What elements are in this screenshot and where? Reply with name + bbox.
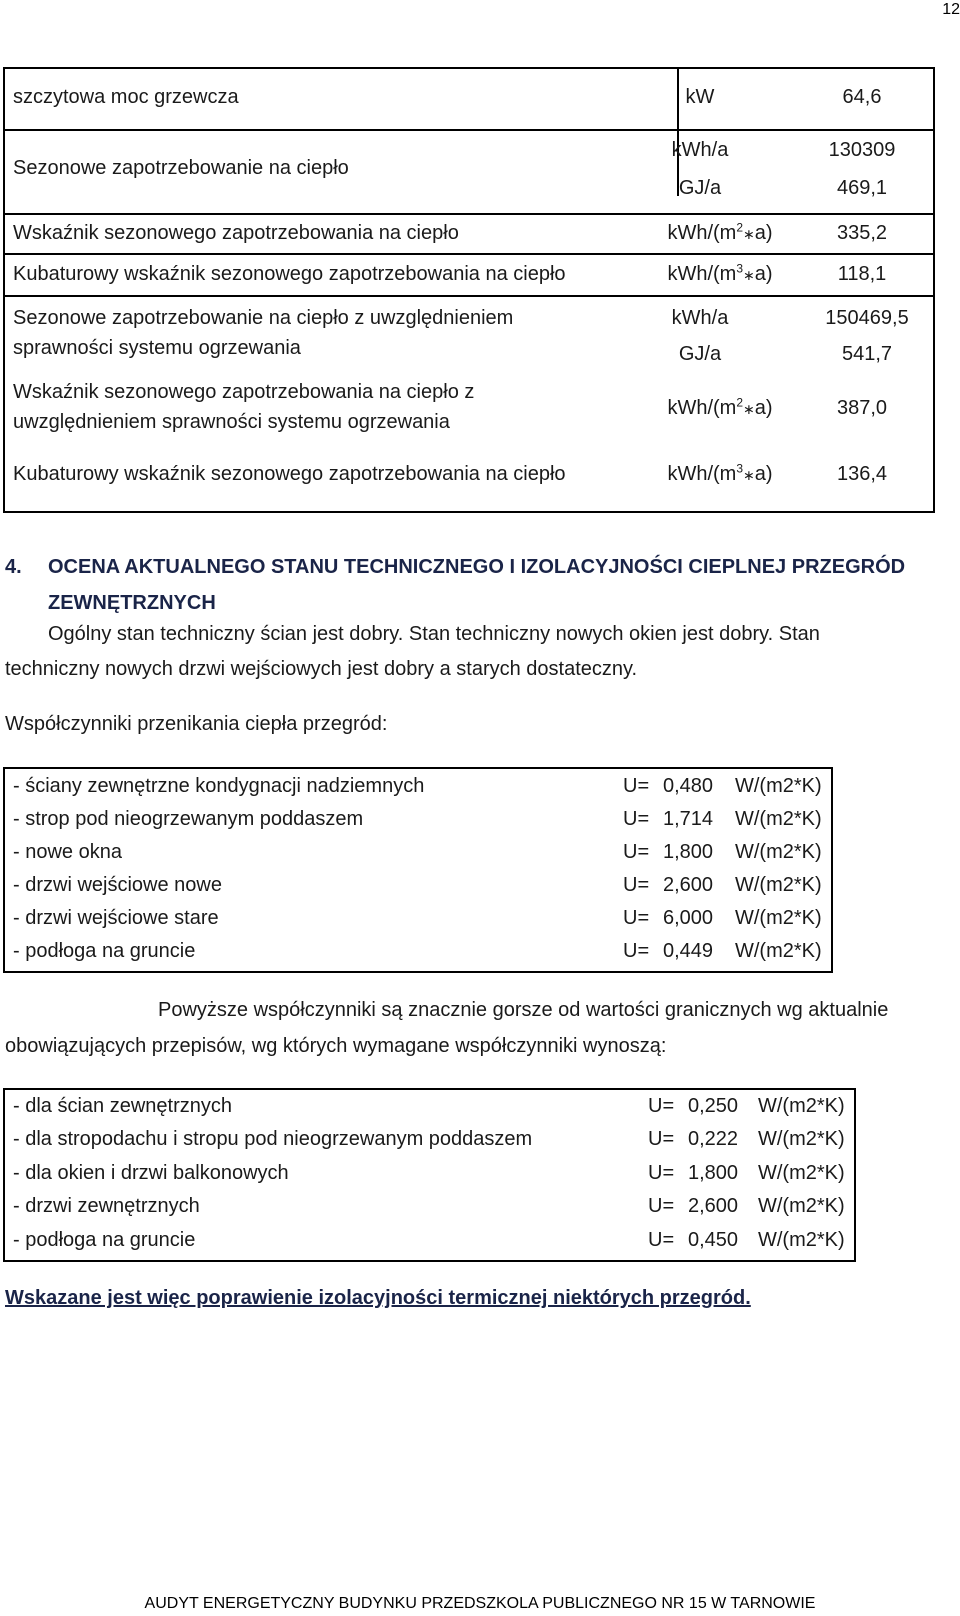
conclusion: Wskazane jest więc poprawienie izolacyjności termicznej niektórych przegród. [5,1287,751,1309]
page-number: 12 [942,1,960,18]
coefficient-name: - drzwi wejściowe nowe [13,874,222,896]
u-label: U= [648,1162,675,1184]
row-label: Sezonowe zapotrzebowanie na ciepło [13,157,349,179]
row-value: 387,0 [836,397,888,419]
row-unit: kWh/$(m^3∗a)$ [667,261,773,285]
coefficient-unit: W/(m2*K) [735,841,822,863]
u-label: U= [623,874,650,896]
paragraph-line: Ogólny stan techniczny ścian jest dobry. Stan techniczny nowych okien jest dobry. Stan [48,623,820,645]
table-row [5,253,933,297]
coefficient-value: 0,449 [663,940,714,962]
row-unit: GJ/a [678,177,722,199]
u-label: U= [648,1229,675,1251]
row-unit: kWh/$(m^3∗a)$ [667,461,773,485]
table-row [5,445,933,511]
coefficient-value: 6,000 [663,907,714,929]
coefficient-unit: W/(m2*K) [758,1162,845,1184]
coefficient-value: 0,450 [688,1229,739,1251]
coefficient-unit: W/(m2*K) [758,1195,845,1217]
coefficient-unit: W/(m2*K) [758,1095,845,1117]
row-value: 150469,5 [825,307,909,329]
row-value: 64,6 [842,86,882,108]
row-value: 541,7 [841,343,893,365]
row-label: sprawności systemu ogrzewania [13,337,301,359]
row-label: szczytowa moc grzewcza [13,86,239,108]
coefficient-name: - ściany zewnętrzne kondygnacji nadziemnych [13,775,425,797]
coefficient-value: 1,800 [663,841,714,863]
u-label: U= [623,808,650,830]
coefficient-unit: W/(m2*K) [735,940,822,962]
coefficient-name: - drzwi wejściowe stare [13,907,219,929]
current-coefficients-table [3,767,833,973]
coefficient-unit: W/(m2*K) [735,775,822,797]
row-value: 469,1 [836,177,888,199]
row-label: Wskaźnik sezonowego zapotrzebowania na ciepło z [13,381,475,403]
coefficient-name: - dla okien i drzwi balkonowych [13,1162,289,1184]
row-unit: kWh/a [671,307,729,329]
paragraph-line: Powyższe współczynniki są znacznie gorsze od wartości granicznych wg aktualnie [158,999,889,1021]
coefficient-value: 2,600 [688,1195,739,1217]
u-label: U= [623,841,650,863]
coefficient-name: - dla ścian zewnętrznych [13,1095,232,1117]
row-value: 118,1 [837,263,887,285]
row-label: uwzględnieniem sprawności systemu ogrzewania [13,411,450,433]
page-footer: AUDYT ENERGETYCZNY BUDYNKU PRZEDSZKOLA PUBLICZNEGO NR 15 W TARNOWIE [144,1595,816,1612]
coefficient-name: - podłoga na gruncie [13,940,196,962]
row-value: 136,4 [836,463,888,485]
row-value: 335,2 [836,222,888,244]
paragraph-line: obowiązujących przepisów, wg których wymagane współczynniki wynoszą: [5,1035,667,1057]
row-unit: GJ/a [678,343,722,365]
coefficient-unit: W/(m2*K) [735,808,822,830]
coefficient-name: - podłoga na gruncie [13,1229,196,1251]
row-label: Wskaźnik sezonowego zapotrzebowania na ciepło [13,222,459,244]
row-label: Kubaturowy wskaźnik sezonowego zapotrzebowania na ciepło [13,463,566,485]
table-row [5,129,933,215]
u-label: U= [648,1195,675,1217]
u-label: U= [648,1095,675,1117]
row-unit: kW [685,86,715,108]
section-title: OCENA AKTUALNEGO STANU TECHNICZNEGO I IZOLACYJNOŚCI CIEPLNEJ PRZEGRÓD ZEWNĘTRZNYCH [48,556,906,614]
coefficient-value: 0,250 [688,1095,739,1117]
coefficient-unit: W/(m2*K) [735,874,822,896]
u-label: U= [623,775,650,797]
table-row [5,67,933,129]
paragraph-line: techniczny nowych drzwi wejściowych jest dobry a starych dostateczny. [5,658,638,680]
coefficients-heading: Współczynniki przenikania ciepła przegród: [5,713,388,735]
coefficient-name: - drzwi zewnętrznych [13,1195,200,1217]
section-heading [5,549,928,621]
coefficient-value: 1,800 [688,1162,739,1184]
coefficient-unit: W/(m2*K) [758,1128,845,1150]
coefficient-value: 0,480 [663,775,714,797]
coefficient-unit: W/(m2*K) [735,907,822,929]
coefficient-name: - nowe okna [13,841,122,863]
row-unit: kWh/$(m^2∗a)$ [667,395,773,419]
table-row [5,373,933,447]
row-unit: kWh/a [671,139,729,161]
row-unit: kWh/$(m^2∗a)$ [667,220,773,244]
coefficient-value: 1,714 [663,808,714,830]
coefficient-value: 0,222 [688,1128,739,1150]
table-row [5,213,933,255]
coefficient-unit: W/(m2*K) [758,1229,845,1251]
coefficient-value: 2,600 [663,874,714,896]
required-coefficients-table [3,1088,856,1262]
row-label: Kubaturowy wskaźnik sezonowego zapotrzebowania na ciepło [13,263,566,285]
u-label: U= [623,907,650,929]
table-row [5,295,933,375]
u-label: U= [648,1128,675,1150]
section-number: 4. [5,556,22,578]
u-label: U= [623,940,650,962]
heat-demand-table [3,67,935,513]
coefficient-name: - dla stropodachu i stropu pod nieogrzewanym poddaszem [13,1128,533,1150]
coefficient-name: - strop pod nieogrzewanym poddaszem [13,808,364,830]
row-label: Sezonowe zapotrzebowanie na ciepło z uwzględnieniem [13,307,514,329]
row-value: 130309 [828,139,896,161]
